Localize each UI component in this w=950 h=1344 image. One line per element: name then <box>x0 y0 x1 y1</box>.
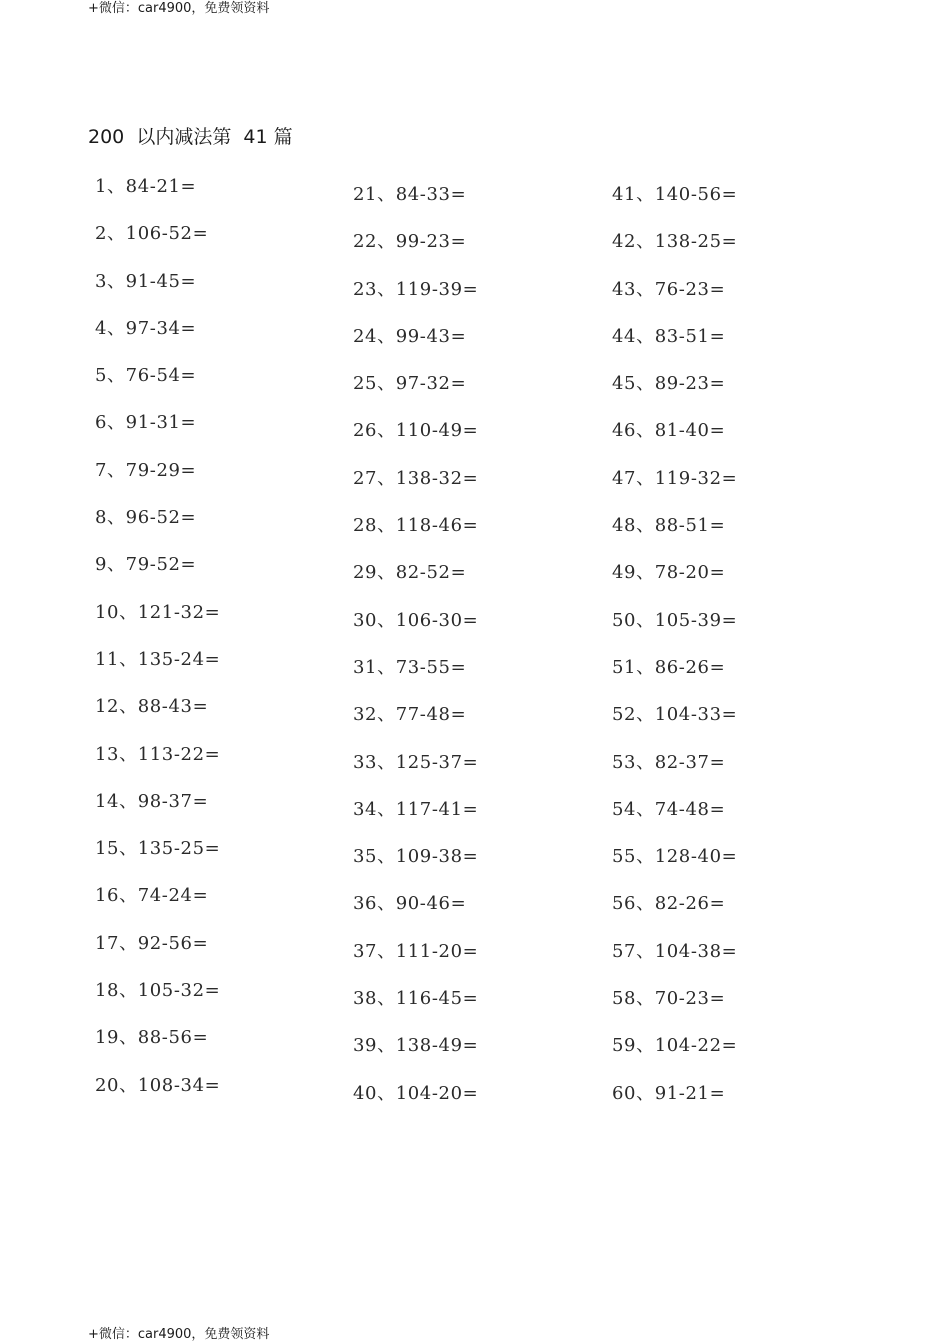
problem-item: 59、104-22= <box>612 1035 738 1057</box>
problem-item: 30、106-30= <box>353 609 479 631</box>
problem-item: 40、104-20= <box>353 1082 479 1104</box>
problem-item: 23、119-39= <box>353 278 479 300</box>
problem-item: 8、96-52= <box>95 507 197 529</box>
problem-item: 33、125-37= <box>353 751 479 773</box>
problem-column-2 <box>353 183 478 1129</box>
problem-item: 26、110-49= <box>353 420 479 442</box>
problem-item: 37、111-20= <box>353 940 479 962</box>
problem-item: 11、135-24= <box>95 648 221 670</box>
problem-item: 6、91-31= <box>95 412 197 434</box>
problem-item: 19、88-56= <box>95 1027 209 1049</box>
problem-item: 1、84-21= <box>95 176 197 197</box>
problem-item: 17、92-56= <box>95 932 209 954</box>
problem-item: 14、98-37= <box>95 790 209 812</box>
problem-column-3 <box>612 183 737 1129</box>
problem-item: 36、90-46= <box>353 893 467 915</box>
problem-item: 5、76-54= <box>95 365 197 387</box>
problem-item: 27、138-32= <box>353 467 479 489</box>
problem-item: 44、83-51= <box>612 325 726 347</box>
problem-item: 28、118-46= <box>353 515 479 537</box>
problem-item: 55、128-40= <box>612 846 738 868</box>
problem-item: 46、81-40= <box>612 420 726 442</box>
problem-item: 58、70-23= <box>612 988 726 1010</box>
problem-item: 56、82-26= <box>612 893 726 915</box>
problem-item: 9、79-52= <box>95 554 197 576</box>
problem-item: 32、77-48= <box>353 704 467 726</box>
problem-item: 13、113-22= <box>95 743 221 765</box>
problem-item: 39、138-49= <box>353 1035 479 1057</box>
problem-item: 16、74-24= <box>95 885 209 907</box>
problem-item: 45、89-23= <box>612 373 726 395</box>
problem-item: 21、84-33= <box>353 184 467 205</box>
problem-item: 52、104-33= <box>612 704 738 726</box>
problem-item: 24、99-43= <box>353 325 467 347</box>
problem-item: 60、91-21= <box>612 1082 726 1104</box>
problem-item: 7、79-29= <box>95 459 197 481</box>
problem-item: 57、104-38= <box>612 940 738 962</box>
problem-item: 49、78-20= <box>612 562 726 584</box>
problem-item: 34、117-41= <box>353 798 479 820</box>
problem-item: 20、108-34= <box>95 1074 221 1096</box>
problem-item: 54、74-48= <box>612 798 726 820</box>
problem-item: 4、97-34= <box>95 317 197 339</box>
page-title: 200 以内减法第 41 篇 <box>88 126 293 148</box>
problem-item: 15、135-25= <box>95 838 221 860</box>
problem-item: 29、82-52= <box>353 562 467 584</box>
problem-item: 25、97-32= <box>353 373 467 395</box>
problem-item: 47、119-32= <box>612 467 738 489</box>
problem-item: 48、88-51= <box>612 515 726 537</box>
problem-item: 51、86-26= <box>612 656 726 678</box>
problem-item: 38、116-45= <box>353 988 479 1010</box>
problem-item: 22、99-23= <box>353 231 467 253</box>
footer-watermark: +微信：car4900，免费领资料 <box>88 1327 270 1342</box>
problem-item: 3、91-45= <box>95 270 197 292</box>
problem-item: 43、76-23= <box>612 278 726 300</box>
problem-column-1 <box>95 175 220 1121</box>
problem-item: 2、106-52= <box>95 223 209 245</box>
problem-item: 35、109-38= <box>353 846 479 868</box>
problem-item: 12、88-43= <box>95 696 209 718</box>
problem-item: 10、121-32= <box>95 601 221 623</box>
problem-item: 41、140-56= <box>612 184 738 205</box>
problem-item: 53、82-37= <box>612 751 726 773</box>
header-watermark: +微信：car4900，免费领资料 <box>88 1 270 16</box>
problem-item: 50、105-39= <box>612 609 738 631</box>
problem-item: 42、138-25= <box>612 231 738 253</box>
problem-item: 18、105-32= <box>95 980 221 1002</box>
problem-item: 31、73-55= <box>353 656 467 678</box>
